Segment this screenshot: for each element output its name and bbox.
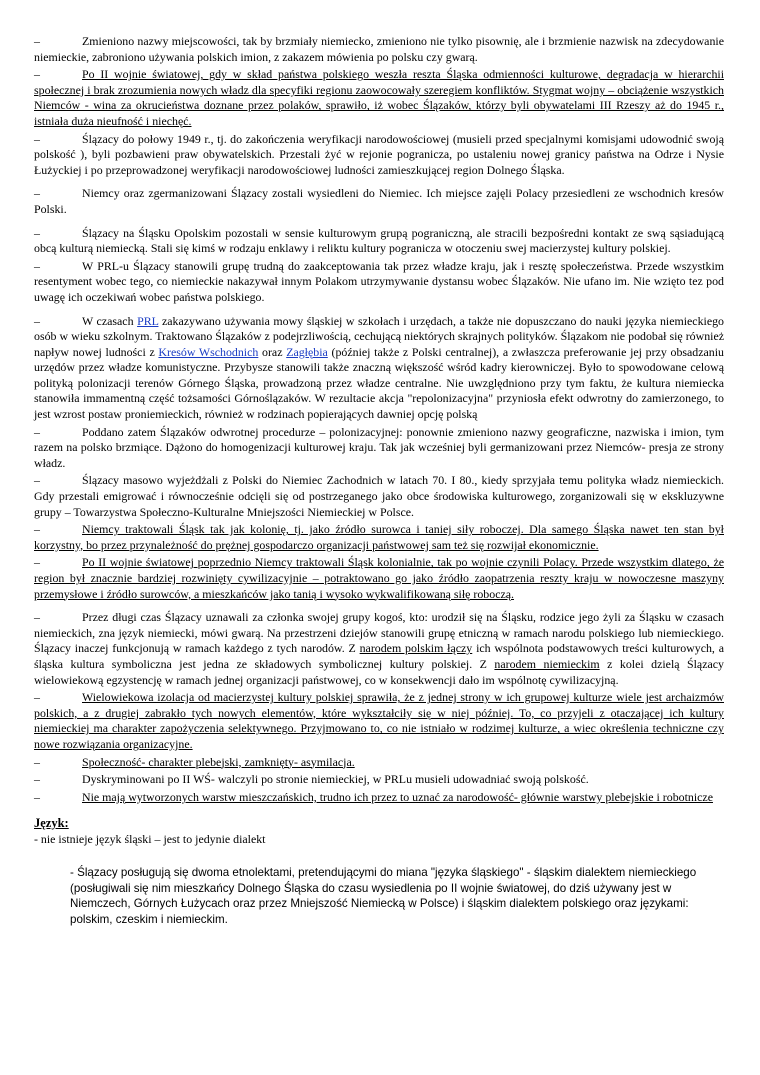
paragraph-colony-germans: – Niemcy traktowali Śląsk tak jak kolonię, tj. jako źródło surowca i taniej siły roboczej. Dla samego Śląska nawet ten stan był korzystny, bo przez przynależność do prężnej gospodarczo organizacji państwowej sam też się rozwijał ekonomicznie. — [34, 522, 724, 552]
document-page — [34, 34, 724, 927]
bullet-dash: – — [34, 131, 40, 146]
paragraph-prl-ban: – W czasach PRL zakazywano używania mowy śląskiej w szkołach i urzędach, a także nie dopuszczano do nauki języka niemieckiego osób w wieku szkolnym. Traktowano Ślązaków z podejrzliwością, cechującą niektórych skrajnych polityków. Ślązakom nie podobał się również napływ nowej ludności z Kresów Wschodnich oraz Zagłębia (później także z Polski centralnej), a zwłaszcza preferowanie jej przy obsadzaniu urzędów przez władze komunistyczne. Przybysze stanowili także znaczną większość wśród kadry kierowniczej. Było to spowodowane celową polityką polonizacji terenów Górnego Śląska, prowadzoną przez władze centralne. Nie uwzględniono przy tym faktu, że kultura niemiecka stanowiła immamentną część tożsamości Górnoślązaków. W rezultacie akcja "repolonizacyjna" przyniosła efekt odwrotny do zamierzonego, to jest wzrost postaw proniemieckich, również w rodzinach popierających dawniej opcję polską — [34, 313, 724, 422]
paragraph-isolation: – Wielowiekowa izolacja od macierzystej kultury polskiej sprawiła, że z jednej strony w ich grupowej kulturze wiele jest archaizmów polskich, a z drugiej zabrakło tych nowych elementów, które wykształciły się w niej później. To, co przyjeli z otaczającej ich kultury niemieckiej ma charakter zapożyczenia selektywnego. Przyjmowano to, co nie istniało w rodzimej kulturze, a wiec określenia techniczne czy nowe rozwiązania organizacyjne. — [34, 690, 724, 751]
paragraph-polonization: – Poddano zatem Ślązaków odwrotnej procedurze – polonizacyjnej: ponownie zmieniono nazwy geograficzne, nazwiska i imion, tym razem na polsko brzmiące. Dążono do homogenizacji kulturowej kraju. Tak jak wcześniej byli germanizowani przez Niemców- presja ze strony władz. — [34, 424, 724, 470]
paragraph-renaming: – Zmieniono nazwy miejscowości, tak by brzmiały niemiecko, zmieniono nie tylko pisownię, ale i brzmienie nazwisk na zdecydowanie niemieckie, zabroniono używania polskich imion, z zakazem mówienia po polsku czy gwarą. — [34, 34, 724, 64]
paragraph-community: – Społeczność- charakter plebejski, zamknięty- asymilacja. — [34, 754, 355, 769]
paragraph-discrimination: – Dyskryminowani po II WŚ- walczyli po stronie niemieckiej, w PRLu musieli udowadniać swoją polskość. — [34, 772, 589, 787]
paragraph-emigration: – Ślązacy masowo wyjeżdżali z Polski do Niemiec Zachodnich w latach 70. I 80., kiedy sprzyjała temu polityka władz niemieckich. Gdy przestali emigrować i równocześnie odcięli się od postrzeganego jako obce środowiska kulturowego, zorganizowali się w ekskluzywne grupy – Towarzystwa Społeczno-Kulturalne Mniejszości Niemieckiej w Polsce. — [34, 473, 724, 519]
language-heading: Język: — [34, 816, 69, 831]
bullet-dash: – — [34, 555, 40, 570]
bullet-dash: – — [34, 522, 40, 537]
bullet-dash: – — [34, 225, 40, 240]
bullet-dash: – — [34, 772, 40, 787]
bullet-dash: – — [34, 610, 40, 625]
bullet-dash: – — [34, 424, 40, 439]
paragraph-group-membership: – Przez długi czas Ślązacy uznawali za członka swojej grupy kogoś, kto: urodził się na Śląsku, rodzice jego żyli za Śląsku w czasach niemieckich, zna język niemiecki, mówi gwarą. Na przestrzeni dziejów stanowili grupę etniczną w ramach narodu polskiego lub niemieckiego. Ślązacy inaczej funkcjonują w ramach każdego z tych narodów. Z narodem polskim łączy ich wspólnota podstawowych treści kulturowych, a śląska kultura symboliczna jest jedna ze składowych symbolicznej kultury polskiej. Z narodem niemieckim z kolei dzielą Ślązacy wielowiekową egzystencję w ramach jednej organizacji państwowej, co w konsekwencji dało im wspólnotę cywilizacyjną. — [34, 610, 724, 687]
link-prl[interactable]: PRL — [137, 313, 159, 328]
bullet-dash: – — [34, 690, 40, 705]
paragraph-colony-poles: – Po II wojnie światowej poprzednio Niemcy traktowali Śląsk kolonialnie, tak po wojnie czynili Polacy. Przede wszystkim dlatego, że region był znacznie bardziej rozwinięty cywilizacyjnie – potraktowano go jako źródło zaopatrzenia reszty kraju w nowoczesne maszyny przemysłowe i źródło surowców, a mieszkańców jako tanią i wysoko wykwalifikowaną siłę roboczą. — [34, 555, 724, 601]
bullet-dash: – — [34, 186, 40, 201]
paragraph-opole: – Ślązacy na Śląsku Opolskim pozostali w sensie kulturowym grupą pograniczną, ale stracili bezpośredni kontakt ze swą sąsiadującą obcą kulturą niemiecką. Stali się kimś w rodzaju enklawy i reliktu kultury pogranicza w otoczeniu swej macierzystej kultury polskiej. — [34, 225, 724, 256]
paragraph-prl-group: – W PRL-u Ślązacy stanowili grupę trudną do zaakceptowania tak przez władze kraju, jak i resztę społeczeństwa. Przede wszystkim resentyment wobec tego, co niemieckie nakazywał innym Polakom utrzymywanie dystansu wobec Ślązaków. Nie ufano im. Nie wzięto tez pod uwagę ich oczekiwań wobec państwa polskiego. — [34, 258, 724, 304]
bullet-dash: – — [34, 34, 40, 48]
paragraph-no-burghers: – Nie mają wytworzonych warstw mieszczańskich, trudno ich przez to uznać za narodowość- głównie warstwy plebejskie i robotnicze — [34, 789, 713, 804]
bullet-dash: – — [34, 313, 40, 328]
bullet-dash: – — [34, 754, 40, 769]
bullet-dash: – — [34, 473, 40, 488]
bullet-dash: – — [34, 67, 40, 82]
bullet-dash: – — [34, 258, 40, 273]
paragraph-resettlement: – Niemcy oraz zgermanizowani Ślązacy zostali wysiedleni do Niemiec. Ich miejsce zajęli Polacy przesiedleni ze wschodnich kresów Polski. — [34, 186, 724, 216]
paragraph-verification: – Ślązacy do połowy 1949 r., tj. do zakończenia weryfikacji narodowościowej (musieli przed specjalnymi komisjami udowodnić swoją polskość ), byli pozbawieni praw obywatelskich. Przestali żyć w rejonie pogranicza, po ustaleniu nowej granicy państwa na Odrze i Nysie Łużyckiej i po przeprowadzonej weryfikacji narodowościowej ludności zamieszkującej region Dolnego Śląska. — [34, 131, 724, 177]
link-zaglebie[interactable]: Zagłębia — [286, 344, 328, 359]
link-kresy-wschodnie[interactable]: Kresów Wschodnich — [158, 344, 259, 359]
bullet-dash: – — [34, 789, 40, 804]
paragraph-postwar-conflicts: – Po II wojnie światowej, gdy w skład państwa polskiego weszła reszta Śląska odmienności kulturowe, degradacja w hierarchii społecznej i brak zrozumienia nowych władz dla specyfiki regionu zaowocowały szeregiem konfliktów. Stygmat wojny – obciążenie wszystkich Niemców - wina za okrucieństwa doznane przez polaków, sprawiło, iż wobec Ślązaków, którzy byli obywatelami III Rzeszy aż do 1945 r., istniała duża nieufność i niechęć. — [34, 67, 724, 128]
ethnolects-paragraph: - Ślązacy posługują się dwoma etnolektami, pretendującymi do miana "języka śląskiego" - śląskim dialektem niemieckiego (posługiwali się nim mieszkańcy Dolnego Śląska do czasu wysiedlenia po II wojnie światowej, do dziś używany jest w Niemczech, Górnych Łużycach oraz przez Mniejszość Niemiecką w Polsce) i śląskim dialektem polskiego oraz językami: polskim, czeskim i niemieckim. — [70, 866, 697, 926]
language-statement: - nie istnieje język śląski – jest to jedynie dialekt — [34, 832, 266, 847]
